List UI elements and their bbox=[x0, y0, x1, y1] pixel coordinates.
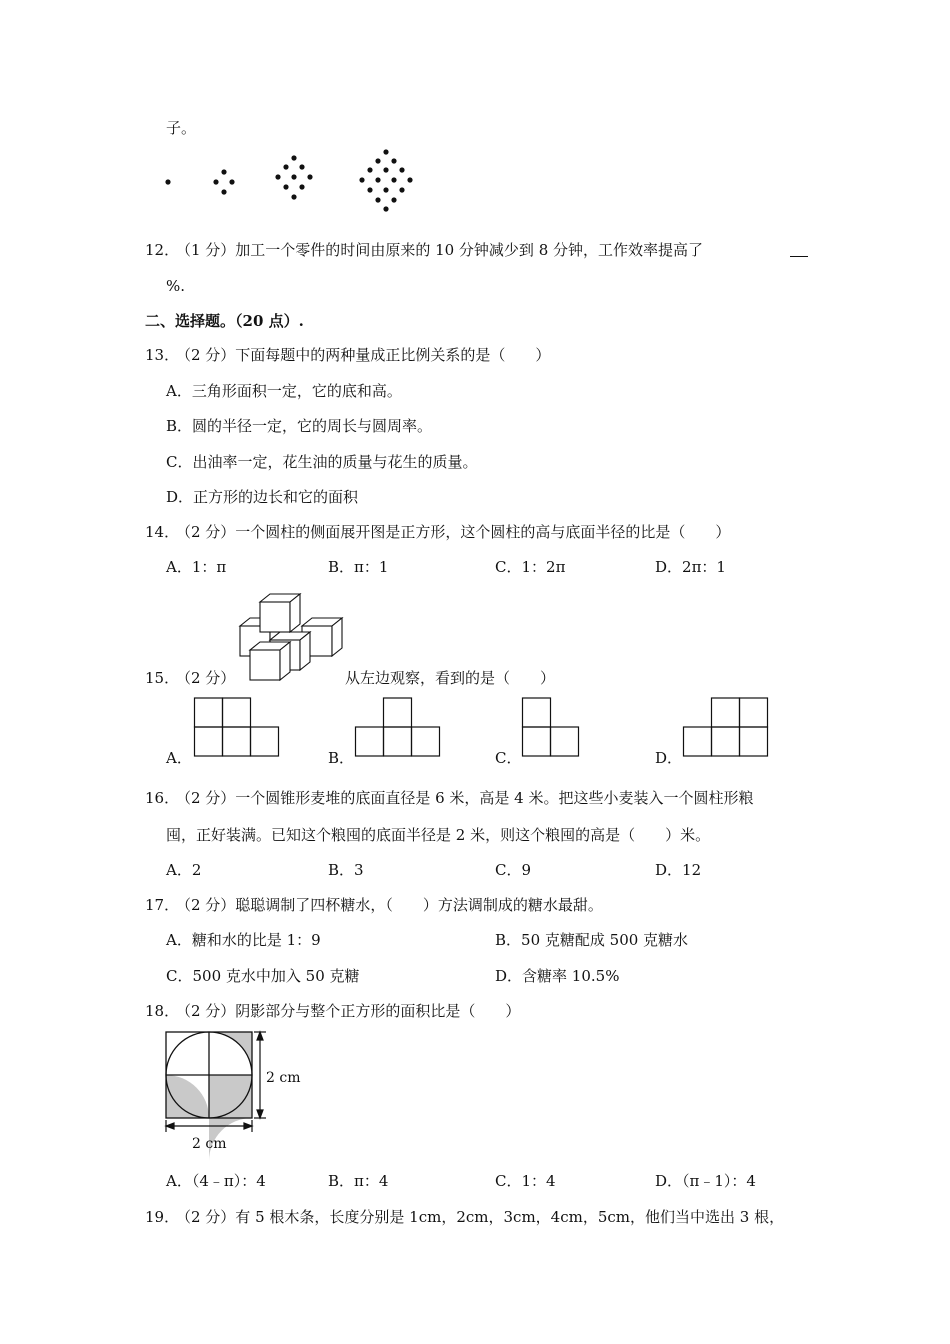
q12-tail: %. bbox=[166, 277, 186, 295]
q18-option-d: D．（π﹣1）：4 bbox=[655, 1172, 756, 1190]
q13-option-a: A．三角形面积一定，它的底和高。 bbox=[166, 382, 402, 400]
q14-option-a: A．1：π bbox=[166, 558, 227, 576]
q19-number: 19． bbox=[145, 1208, 180, 1226]
q15-option-d: D． bbox=[655, 749, 683, 767]
q18-text: （2 分）阴影部分与整个正方形的面积比是（ ） bbox=[176, 1002, 521, 1020]
square-shaded-figure bbox=[164, 1030, 314, 1152]
q18-number: 18． bbox=[145, 1002, 180, 1020]
q12-text: （1 分）加工一个零件的时间由原来的 10 分钟减少到 8 分钟，工作效率提高了 bbox=[176, 241, 704, 259]
q13-option-d: D．正方形的边长和它的面积 bbox=[166, 488, 359, 506]
q17-option-a: A．糖和水的比是 1：9 bbox=[166, 931, 321, 949]
q16-option-c: C．9 bbox=[495, 861, 532, 879]
q18-option-a: A．（4﹣π）：4 bbox=[166, 1172, 266, 1190]
q15-option-c: C． bbox=[495, 749, 522, 767]
q17-option-d: D．含糖率 10.5% bbox=[495, 967, 620, 985]
q18-option-c: C．1：4 bbox=[495, 1172, 556, 1190]
q16-option-a: A．2 bbox=[166, 861, 202, 879]
cube-stack-figure bbox=[238, 586, 348, 686]
q16-option-d: D．12 bbox=[655, 861, 702, 879]
q12-number: 12． bbox=[145, 241, 180, 259]
q16-text-line2: 囤，正好装满。已知这个粮囤的底面半径是 2 米，则这个粮囤的高是（ ）米。 bbox=[166, 826, 711, 844]
q19-text: （2 分）有 5 根木条，长度分别是 1cm，2cm，3cm，4cm，5cm，他们当中选出 3 根， bbox=[176, 1208, 785, 1226]
q18-option-b: B．π：4 bbox=[328, 1172, 389, 1190]
q14-number: 14． bbox=[145, 523, 180, 541]
q16-option-b: B．3 bbox=[328, 861, 364, 879]
q17-number: 17． bbox=[145, 896, 180, 914]
q17-text: （2 分）聪聪调制了四杯糖水，（ ）方法调制成的糖水最甜。 bbox=[176, 896, 603, 914]
q15-score: （2 分） bbox=[176, 669, 236, 687]
q14-option-b: B．π：1 bbox=[328, 558, 389, 576]
q14-option-c: C．1：2π bbox=[495, 558, 566, 576]
q18-dimension-bottom: 2 cm bbox=[192, 1136, 227, 1152]
q15-option-b: B． bbox=[328, 749, 355, 767]
q15-number: 15． bbox=[145, 669, 180, 687]
q13-option-b: B．圆的半径一定，它的周长与圆周率。 bbox=[166, 417, 433, 435]
q12-blank bbox=[790, 256, 808, 257]
q13-number: 13． bbox=[145, 346, 180, 364]
q15-option-c-figure bbox=[522, 697, 584, 757]
q15-option-a-figure bbox=[194, 697, 284, 757]
q14-text: （2 分）一个圆柱的侧面展开图是正方形，这个圆柱的高与底面半径的比是（ ） bbox=[176, 523, 731, 541]
q13-text: （2 分）下面每题中的两种量成正比例关系的是（ ） bbox=[176, 346, 551, 364]
dot-caption: 子。 bbox=[166, 119, 197, 137]
q16-text-line1: （2 分）一个圆锥形麦堆的底面直径是 6 米，高是 4 米。把这些小麦装入一个圆柱形粮 bbox=[176, 789, 754, 807]
q17-option-b: B．50 克糖配成 500 克糖水 bbox=[495, 931, 689, 949]
q18-dimension-right: 2 cm bbox=[266, 1070, 301, 1086]
q16-number: 16． bbox=[145, 789, 180, 807]
q14-option-d: D．2π：1 bbox=[655, 558, 726, 576]
section-heading: 二、选择题。（20 点）. bbox=[145, 312, 304, 330]
dot-pattern-figure bbox=[160, 148, 420, 218]
q15-option-d-figure bbox=[683, 697, 773, 757]
q15-option-a: A． bbox=[166, 749, 192, 767]
q15-text: 从左边观察，看到的是（ ） bbox=[345, 669, 556, 687]
q15-option-b-figure bbox=[355, 697, 445, 757]
q17-option-c: C．500 克水中加入 50 克糖 bbox=[166, 967, 360, 985]
q13-option-c: C．出油率一定，花生油的质量与花生的质量。 bbox=[166, 453, 478, 471]
